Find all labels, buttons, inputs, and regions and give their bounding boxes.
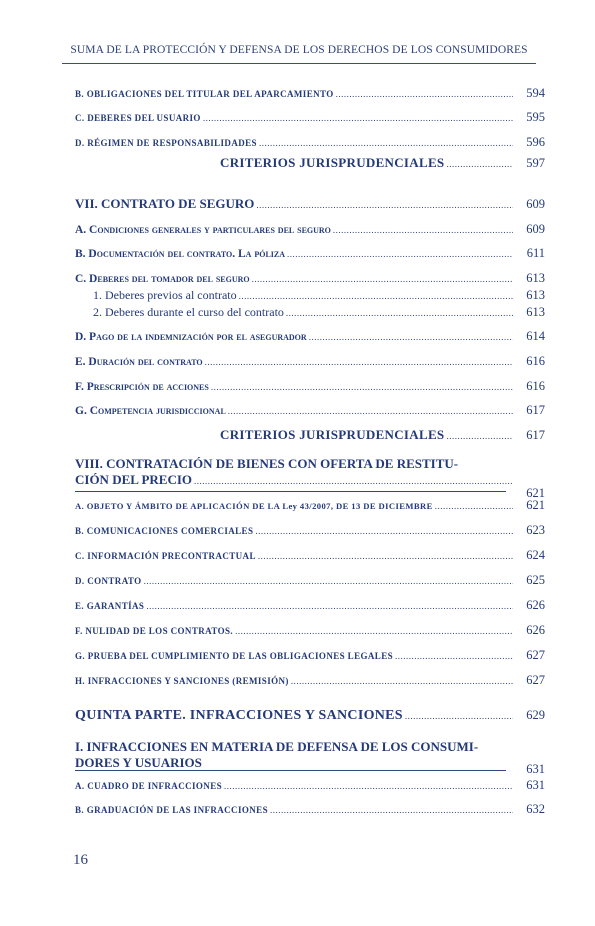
dot-leader	[270, 805, 513, 815]
toc-entry-label: C. INFORMACIÓN PRECONTRACTUAL	[75, 551, 256, 561]
dot-leader	[395, 651, 513, 661]
toc-entry-page: 617	[526, 428, 545, 442]
toc-entry-label: B. Documentación del contrato. La póliza	[75, 248, 286, 260]
dot-leader	[203, 113, 513, 123]
toc-entry-label: QUINTA PARTE. INFRACCIONES Y SANCIONES	[75, 708, 403, 723]
dot-leader	[287, 249, 513, 259]
toc-entry-page: 614	[526, 329, 545, 343]
toc-entry-page: 631	[526, 778, 545, 792]
toc-entry	[75, 379, 545, 394]
toc-subentry	[75, 288, 545, 303]
dot-leader	[252, 274, 513, 284]
toc-entry-label: 1. Deberes previos al contrato	[93, 288, 237, 302]
toc-entry-label: A. OBJETO Y ÁMBITO DE APLICACIÓN DE LA Ley 43/2007, DE 13 DE DICIEMBRE	[75, 501, 433, 511]
toc-entry	[75, 354, 545, 369]
toc-entry-page: 613	[526, 305, 545, 319]
toc-subentry	[75, 305, 545, 320]
toc-entry	[75, 271, 545, 286]
toc-entry-page: 621	[526, 486, 545, 500]
toc-entry	[75, 135, 545, 150]
toc-entry	[75, 648, 545, 663]
toc-entry-label: F. NULIDAD DE LOS CONTRATOS.	[75, 626, 234, 636]
dot-leader	[446, 159, 513, 169]
toc-entry-criterios	[220, 155, 545, 171]
toc-entry	[75, 246, 545, 261]
dot-leader	[258, 551, 513, 561]
toc-entry-page: 616	[526, 354, 545, 368]
dot-leader	[235, 626, 513, 636]
dot-leader	[309, 332, 513, 342]
toc-entry	[75, 573, 545, 588]
dot-leader	[224, 781, 513, 791]
dot-leader	[146, 601, 513, 611]
dot-leader	[144, 576, 513, 586]
toc-entry-label: CRITERIOS JURISPRUDENCIALES	[220, 155, 445, 170]
toc-entry-page: 597	[526, 156, 545, 170]
toc-entry-page: 617	[526, 403, 545, 417]
toc-part	[75, 708, 545, 724]
toc-entry	[75, 598, 545, 613]
toc-entry-label: H. INFRACCIONES Y SANCIONES (REMISIÓN)	[75, 676, 289, 686]
dot-leader	[194, 476, 513, 486]
toc-entry-page: 629	[526, 708, 545, 722]
toc-entry-label: DORES Y USUARIOS	[75, 755, 202, 770]
toc-entry-label: B. COMUNICACIONES COMERCIALES	[75, 526, 254, 536]
dot-leader	[228, 406, 513, 416]
toc-section	[75, 472, 545, 500]
toc-entry	[75, 222, 545, 237]
toc-entry	[75, 403, 545, 418]
toc-entry	[75, 110, 545, 125]
toc-entry	[75, 523, 545, 538]
toc-entry-label: B. GRADUACIÓN DE LAS INFRACCIONES	[75, 805, 268, 815]
dot-leader	[446, 431, 513, 441]
toc-entry-page: 627	[526, 673, 545, 687]
toc-entry-label: D. CONTRATO	[75, 576, 142, 586]
toc-entry-label: 2. Deberes durante el curso del contrato	[93, 305, 284, 319]
toc-entry-page: 626	[526, 623, 545, 637]
toc-entry-page: 616	[526, 379, 545, 393]
toc-entry-criterios	[220, 427, 545, 443]
toc-entry-page: 625	[526, 573, 545, 587]
dot-leader	[336, 89, 513, 99]
dot-leader	[435, 501, 513, 511]
toc-entry	[75, 778, 545, 793]
page-number: 16	[73, 852, 88, 868]
toc-entry	[75, 673, 545, 688]
toc-entry-label: E. GARANTÍAS	[75, 601, 145, 611]
toc-entry-label: C. Deberes del tomador del seguro	[75, 273, 250, 285]
toc-entry-label: D. RÉGIMEN DE RESPONSABILIDADES	[75, 138, 257, 148]
toc-entry-page: 595	[526, 110, 545, 124]
toc-entry-page: 623	[526, 523, 545, 537]
dot-leader	[405, 711, 513, 721]
toc-entry-page: 632	[526, 802, 545, 816]
toc-entry	[75, 329, 545, 344]
toc-entry-page: 621	[526, 498, 545, 512]
toc-section	[75, 755, 545, 776]
toc-entry	[75, 86, 545, 101]
dot-leader	[256, 200, 513, 210]
toc-entry	[75, 548, 545, 563]
toc-entry-label: G. PRUEBA DEL CUMPLIMIENTO DE LAS OBLIGACIONES LEGALES	[75, 651, 393, 661]
toc-entry-label: B. OBLIGACIONES DEL TITULAR DEL APARCAMIENTO	[75, 89, 334, 99]
toc-entry-page: 613	[526, 271, 545, 285]
toc-entry-label: C. DEBERES DEL USUARIO	[75, 113, 201, 123]
running-header: SUMA DE LA PROTECCIÓN Y DEFENSA DE LOS DERECHOS DE LOS CONSUMIDORES	[70, 44, 528, 56]
toc-entry-label: CRITERIOS JURISPRUDENCIALES	[220, 427, 445, 442]
dot-leader	[333, 225, 513, 235]
toc-entry-label: D. Pago de la indemnización por el asegurador	[75, 331, 307, 343]
toc-entry-page: 609	[526, 222, 545, 236]
toc-entry-page: 627	[526, 648, 545, 662]
toc-entry-page: 596	[526, 135, 545, 149]
toc-entry-label: A. CUADRO DE INFRACCIONES	[75, 781, 223, 791]
toc-entry-label: VII. CONTRATO DE SEGURO	[75, 196, 255, 211]
toc-entry	[75, 802, 545, 817]
section-rule	[75, 491, 506, 492]
dot-leader	[259, 138, 513, 148]
toc-entry-label: E. Duración del contrato	[75, 356, 203, 368]
dot-leader	[205, 357, 513, 367]
toc-entry-page: 631	[526, 762, 545, 776]
toc-entry-label: A. Condiciones generales y particulares del seguro	[75, 224, 331, 236]
toc-entry-label: G. Competencia jurisdiccional	[75, 405, 226, 417]
dot-leader	[255, 526, 513, 536]
toc-section	[75, 196, 545, 212]
toc-entry-label: F. Prescripción de acciones	[75, 381, 209, 393]
toc-entry-page: 624	[526, 548, 545, 562]
toc-entry-label: CIÓN DEL PRECIO	[75, 472, 193, 487]
dot-leader	[286, 308, 513, 318]
toc-entry	[75, 623, 545, 638]
toc-entry-page: 613	[526, 288, 545, 302]
toc-entry-page: 594	[526, 86, 545, 100]
toc-entry-page: 611	[526, 246, 545, 260]
toc-section-title: VIII. CONTRATACIÓN DE BIENES CON OFERTA DE RESTITU-	[75, 456, 459, 471]
toc-entry	[75, 498, 545, 513]
dot-leader	[211, 382, 513, 392]
dot-leader	[291, 676, 513, 686]
section-rule	[75, 770, 506, 771]
toc-entry-page: 609	[526, 197, 545, 211]
dot-leader	[239, 291, 513, 301]
toc-section-title: I. INFRACCIONES EN MATERIA DE DEFENSA DE LOS CONSUMI-	[75, 739, 479, 754]
toc-entry-page: 626	[526, 598, 545, 612]
